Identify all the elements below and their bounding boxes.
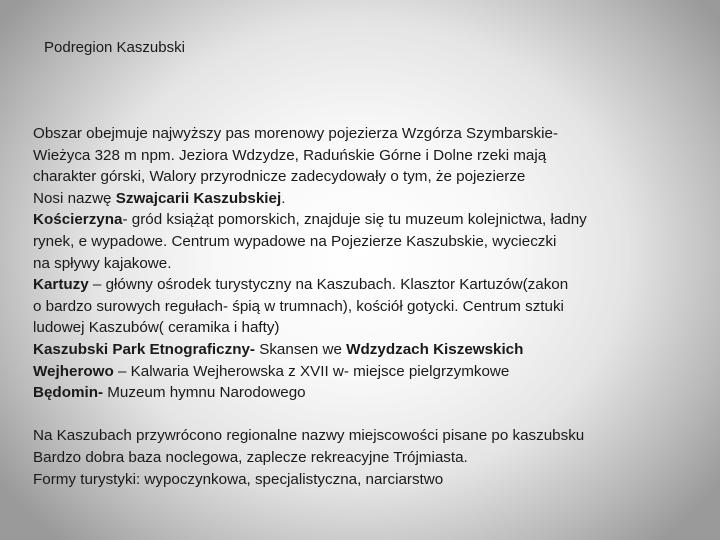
line-text: Formy turystyki: wypoczynkowa, specjalistyczna, narciarstwo bbox=[33, 470, 444, 488]
paragraph-spacer bbox=[33, 404, 713, 426]
line-text: – Kalwaria Wejherowska z XVII w- miejsce pielgrzymkowe bbox=[113, 362, 510, 380]
bold-term: Kartuzy bbox=[33, 276, 89, 294]
line-text: – główny ośrodek turystyczny na Kaszubach. Klasztor Kartuzów(zakon bbox=[88, 276, 569, 294]
body-line-8 bbox=[33, 274, 713, 296]
bold-term: Będomin- bbox=[33, 384, 104, 402]
line-text: ludowej Kaszubów( ceramika i hafty) bbox=[33, 319, 280, 337]
line-text: . bbox=[281, 189, 286, 207]
body-line-16 bbox=[33, 469, 713, 491]
line-text: charakter górski, Walory przyrodnicze zadecydowały o tym, że pojezierze bbox=[33, 168, 526, 186]
line-text: - gród książąt pomorskich, znajduje się tu muzeum kolejnictwa, ładny bbox=[122, 211, 587, 229]
body-line-2 bbox=[33, 145, 713, 167]
bold-term: Wejherowo bbox=[33, 362, 114, 380]
body-line-7 bbox=[33, 253, 713, 275]
line-text: Skansen we bbox=[254, 340, 347, 358]
line-text: rynek, e wypadowe. Centrum wypadowe na Pojezierze Kaszubskie, wycieczki bbox=[33, 232, 557, 250]
line-text: Muzeum hymnu Narodowego bbox=[103, 384, 306, 402]
bold-term: Szwajcarii Kaszubskiej bbox=[115, 189, 282, 207]
body-line-14 bbox=[33, 425, 713, 447]
line-text: Bardzo dobra baza noclegowa, zaplecze rekreacyjne Trójmiasta. bbox=[33, 448, 468, 466]
body-line-10 bbox=[33, 317, 713, 339]
slide-body bbox=[33, 123, 713, 490]
line-text: Na Kaszubach przywrócono regionalne nazwy miejscowości pisane po kaszubsku bbox=[33, 427, 585, 445]
body-line-4 bbox=[33, 188, 713, 210]
body-line-6 bbox=[33, 231, 713, 253]
line-text: na spływy kajakowe. bbox=[33, 254, 172, 272]
line-text: Wieżyca 328 m npm. Jeziora Wdzydze, Raduńskie Górne i Dolne rzeki mają bbox=[33, 146, 547, 164]
body-line-1 bbox=[33, 123, 713, 145]
body-line-9 bbox=[33, 296, 713, 318]
slide-title: Podregion Kaszubski bbox=[44, 39, 185, 56]
body-line-13 bbox=[33, 382, 713, 404]
body-line-5 bbox=[33, 209, 713, 231]
bold-term: Wdzydzach Kiszewskich bbox=[346, 340, 524, 358]
body-line-12 bbox=[33, 361, 713, 383]
line-text: Nosi nazwę bbox=[33, 189, 116, 207]
body-line-3 bbox=[33, 166, 713, 188]
body-line-15 bbox=[33, 447, 713, 469]
body-line-11 bbox=[33, 339, 713, 361]
bold-term: Kaszubski Park Etnograficzny- bbox=[33, 340, 255, 358]
line-text: Obszar obejmuje najwyższy pas morenowy pojezierza Wzgórza Szymbarskie- bbox=[33, 125, 558, 142]
bold-term: Kościerzyna bbox=[33, 211, 123, 229]
line-text: o bardzo surowych regułach- śpią w trumnach), kościół gotycki. Centrum sztuki bbox=[33, 297, 564, 315]
